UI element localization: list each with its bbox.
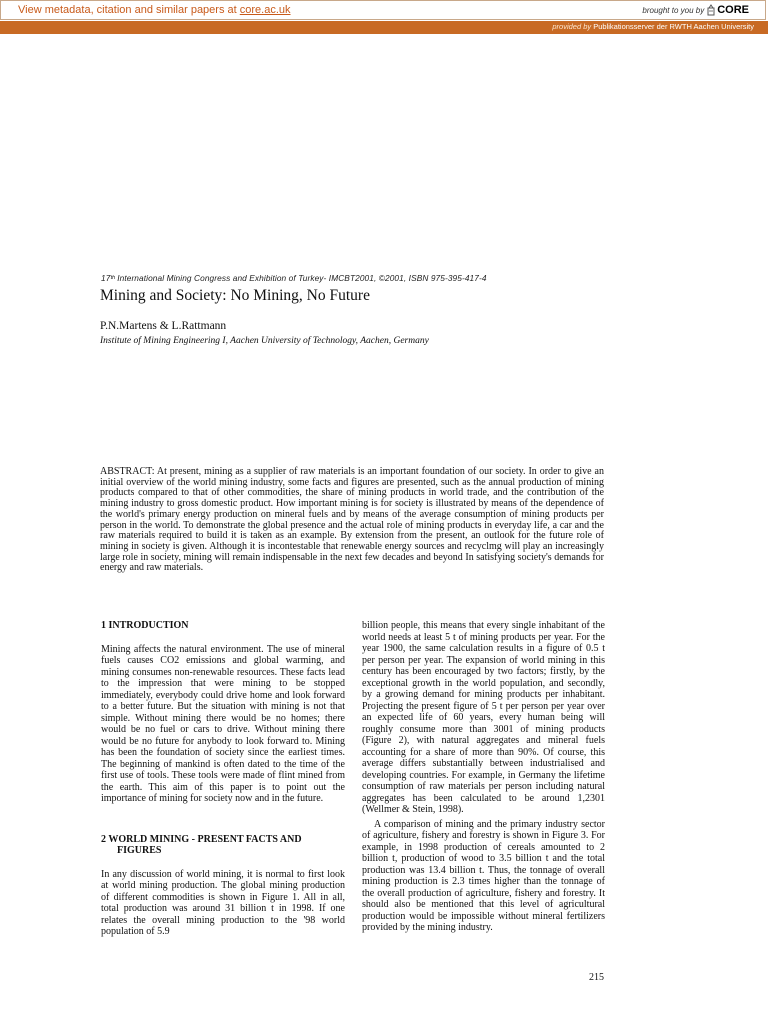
provided-by-text[interactable] bbox=[552, 22, 754, 31]
core-attribution bbox=[642, 4, 749, 16]
core-logo-icon bbox=[707, 4, 715, 16]
core-link-text[interactable]: View metadata, citation and similar papers at bbox=[18, 4, 237, 16]
page-number: 215 bbox=[589, 972, 604, 983]
provided-by-bar bbox=[0, 21, 768, 34]
conference-line: 17ᵗʰ International Mining Congress and Exhibition of Turkey- IMCBT2001, ©2001, ISBN 975-395-417-4 bbox=[101, 273, 487, 283]
abstract: ABSTRACT: At present, mining as a supplier of raw materials is an important foundation of our society. In order to give an initial overview of the world mining industry, some facts and figures are presented, such as the annual production of mining products compared to that of other commodities, the share of mining products in world trade, and the contribution of the mining industry to gross domestic product. How important mining is for society is illustrated by means of the dependence of the world's primary energy production on mineral fuels and by means of the average consumption of mining products per person in the world. To demonstrate the global presence and the actual role of mining products in everyday life, a car and the raw materials required to build it is taken as an example. By extension from the present, an outlook for the future role of mining in society is given. Although it is incontestable that renewable energy sources and recyclmg will play an increasingly large role in society, mining will remain indispensable in the next few decades and beyond In satisfying society's demands for energy and raw materials. bbox=[100, 466, 604, 574]
section-2-heading bbox=[101, 834, 345, 857]
section-1-paragraph: Mining affects the natural environment. The use of mineral fuels causes CO2 emissions and global warming, and mining consumes non-renewable resources. These facts lead to the impression that were mining to be stopped immediately, everybody could drive home and look forward to a better future. But the situation with mining is not that simple. Without mining there would be no homes; there would be no fuel or cars to drive. Without mining there would be no future for anybody to look forward to. Mining has been the foundation of society since the earliest times. The beginning of mankind is often dated to the time of the first use of tools. These tools were made of flint mined from the earth. This aim of this paper is to point out the importance of mining for society now and in the future. bbox=[101, 643, 345, 804]
core-banner bbox=[0, 0, 766, 20]
core-logo[interactable] bbox=[707, 4, 749, 16]
core-link-domain[interactable]: core.ac.uk bbox=[239, 4, 291, 16]
core-logo-text: CORE bbox=[717, 4, 749, 16]
paper-authors: P.N.Martens & L.Rattmann bbox=[100, 320, 227, 332]
paper-title: Mining and Society: No Mining, No Future bbox=[100, 287, 370, 304]
right-column-paragraph-1: billion people, this means that every single inhabitant of the world needs at least 5 t of mining products per year. For the year 1900, the same calculation results in a figure of 0.5 t per person per year. The expansion of world mining in this century has been encouraged by two factors; firstly, by the exceptional growth in the world population, and secondly, by a growing demand for mining products per inhabitant. Projecting the present figure of 5 t per person per year over an expected life of 60 years, every human being will roughly consume more than 3001 of mining products (Figure 2), with natural aggregates and mineral fuels accounting for a share of more than 90%. Of course, this average differs substantially between industrialised and developing countries. For example, in Germany the lifetime consumption of raw materials per person including natural aggregates has been calculated to be around 1,2301 (Wellmer & Stein, 1998). bbox=[362, 620, 605, 815]
core-metadata-link[interactable] bbox=[18, 4, 291, 16]
right-column bbox=[362, 620, 605, 934]
provided-by-label: provided by bbox=[552, 22, 592, 31]
section-2-heading-line-2: FIGURES bbox=[117, 845, 162, 856]
left-column bbox=[101, 620, 345, 938]
right-column-paragraph-2: A comparison of mining and the primary industry sector of agriculture, fishery and forestry is shown in Figure 3. For example, in 1998 production of cereals amounted to 2 billion t, production of wood to 3.5 billion t and the total production was 13.4 billion t. Thus, the tonnage of overall mining production is 2.3 times higher than the tonnage of the overall production of agriculture, fishery and forestry. It should also be mentioned that this level of agricultural production would be impossible without mineral fertilizers provided by the mining industry. bbox=[362, 818, 605, 933]
brought-to-you-text: brought to you by bbox=[642, 5, 705, 15]
section-2-paragraph: In any discussion of world mining, it is normal to first look at world mining production. The global mining production of different commodities is shown in Figure 1. All in all, total production was around 31 billion t in 1998. If one relates the overall mining production to the '98 world population of 5.9 bbox=[101, 868, 345, 937]
author-affiliation: Institute of Mining Engineering I, Aachen University of Technology, Aachen, Germany bbox=[100, 336, 429, 346]
section-1-heading: 1 INTRODUCTION bbox=[101, 620, 189, 631]
provider-name[interactable]: Publikationsserver der RWTH Aachen University bbox=[593, 22, 754, 31]
section-2-heading-line-1: 2 WORLD MINING - PRESENT FACTS AND bbox=[101, 833, 302, 845]
